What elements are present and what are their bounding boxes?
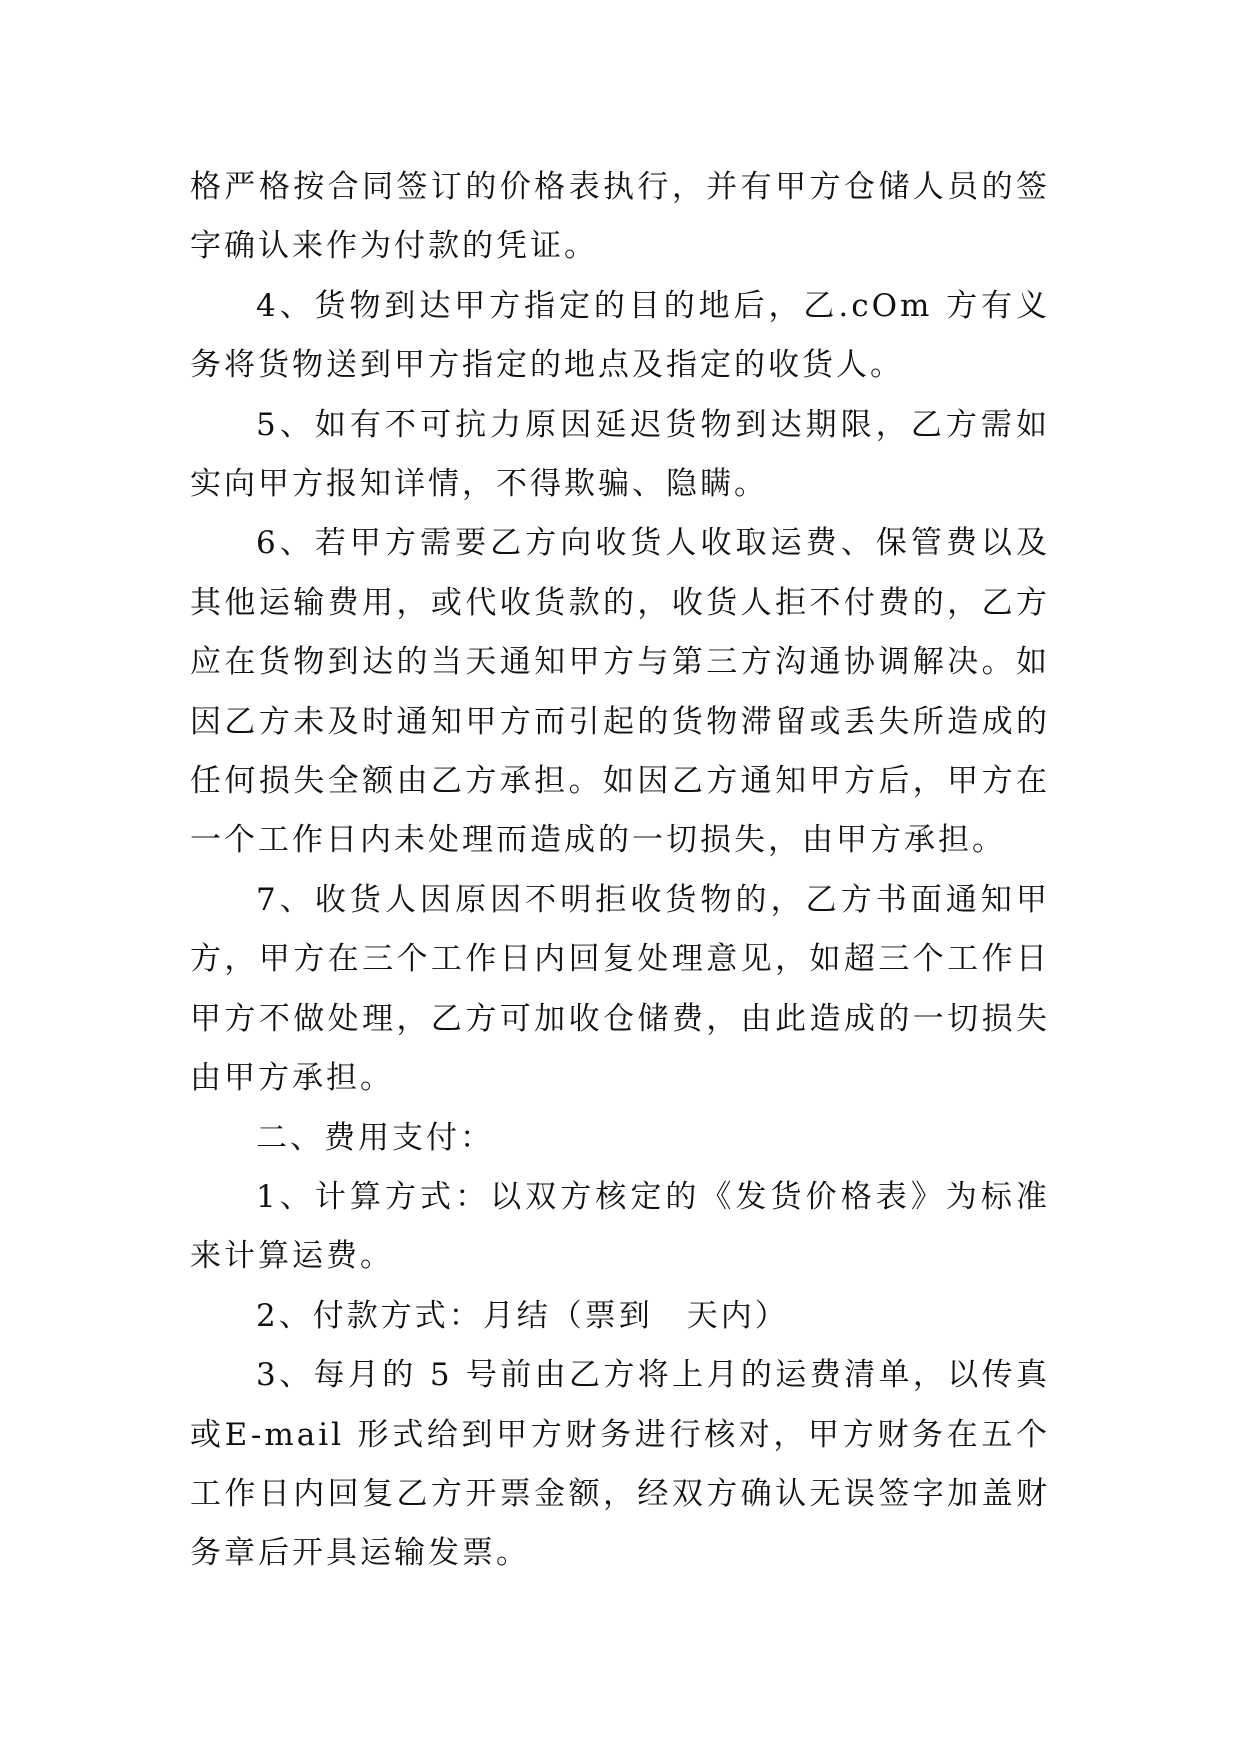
paragraph-item-6: 6、若甲方需要乙方向收货人收取运费、保管费以及其他运输费用，或代收货款的，收货人拒不付费的，乙方应在货物到达的当天通知甲方与第三方沟通协调解决。如因乙方未及时通知甲方而引起的货物滞留或丢失所造成的任何损失全额由乙方承担。如因乙方通知甲方后，甲方在一个工作日内未处理而造成的一切损失，由甲方承担。 <box>190 525 1050 859</box>
document-body <box>190 158 1050 1584</box>
paragraph-monthly-statement: 3、每月的 5 号前由乙方将上月的运费清单，以传真或E-mail 形式给到甲方财务进行核对，甲方财务在五个工作日内回复乙方开票金额，经双方确认无误签字加盖财务章后开具运输发票。 <box>190 1357 1050 1572</box>
paragraph-item-4: 4、货物到达甲方指定的目的地后，乙.cOm 方有义务将货物送到甲方指定的地点及指定的收货人。 <box>190 287 1050 384</box>
paragraph-item-7: 7、收货人因原因不明拒收货物的，乙方书面通知甲方，甲方在三个工作日内回复处理意见，如超三个工作日甲方不做处理，乙方可加收仓储费，由此造成的一切损失由甲方承担。 <box>190 881 1050 1097</box>
paragraph-payment-method: 2、付款方式：月结（票到 天内） <box>256 1297 789 1334</box>
paragraph-continuation: 格严格按合同签订的价格表执行，并有甲方仓储人员的签字确认来作为付款的凭证。 <box>190 169 1050 265</box>
section-heading-fee-payment: 二、费用支付： <box>256 1119 494 1156</box>
paragraph-calc-method: 1、计算方式：以双方核定的《发货价格表》为标准来计算运费。 <box>190 1178 1050 1275</box>
paragraph-item-5: 5、如有不可抗力原因延迟货物到达期限，乙方需如实向甲方报知详情，不得欺骗、隐瞒。 <box>190 406 1050 503</box>
